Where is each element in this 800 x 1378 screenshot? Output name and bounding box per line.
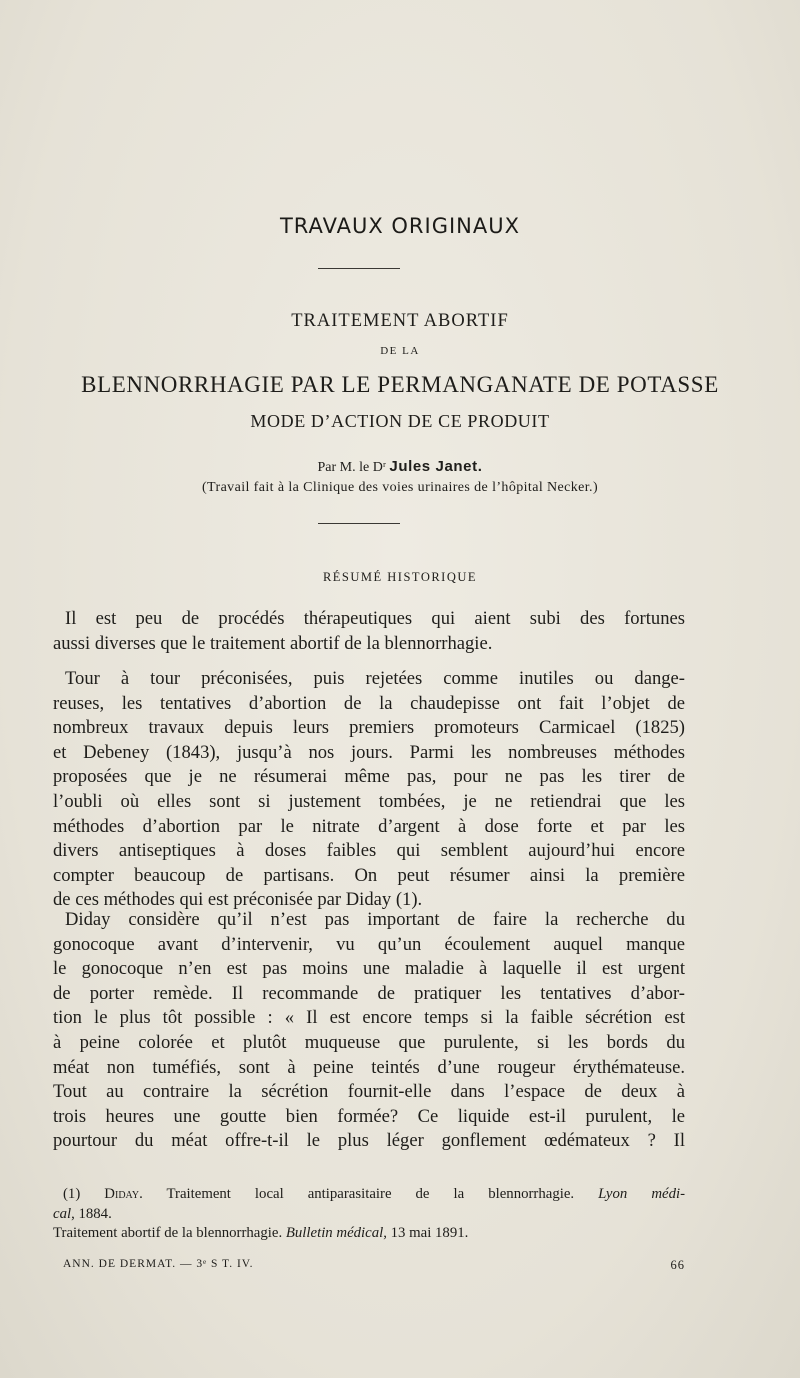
text-line: compter beaucoup de partisans. On peut résumer ainsi la première: [53, 864, 685, 886]
text-line: pourtour du méat offre-t-il le plus léger gonflement œdémateux ? Il: [53, 1130, 685, 1152]
text-line: trois heures une goutte bien formée? Ce liquide est-il purulent, le: [53, 1105, 685, 1127]
footnote-line: [53, 1204, 685, 1224]
footnote-text: , 1884.: [71, 1206, 112, 1222]
text-line: et Debeney (1843), jusqu’à nos jours. Parmi les nombreuses méthodes: [53, 741, 685, 763]
text-line: tion le plus tôt possible : « Il est encore temps si la faible sécrétion est: [53, 1007, 685, 1029]
text-line: divers antiseptiques à doses faibles qui semblent aujourd’hui encore: [53, 840, 685, 862]
divider-rule: [318, 523, 400, 524]
paragraph: [53, 667, 685, 913]
article-title-line-2: DE LA: [380, 345, 420, 357]
paragraph: [53, 607, 685, 656]
article-subtitle: MODE D’ACTION DE CE PRODUIT: [250, 411, 550, 431]
running-footer: ANN. DE DERMAT. — 3ᵉ S T. IV.: [63, 1258, 254, 1270]
text-line: Diday considère qu’il n’est pas important de faire la recherche du: [65, 909, 685, 930]
text-line: gonocoque avant d’intervenir, vu qu’un écoulement auquel manque: [53, 933, 685, 955]
author-affiliation: (Travail fait à la Clinique des voies urinaires de l’hôpital Necker.): [201, 480, 599, 495]
text-line: l’oubli où elles sont si justement tombées, je ne retiendrai que les: [53, 790, 685, 812]
author-name: Jules Janet.: [389, 458, 483, 475]
text-line: Tout au contraire la sécrétion fournit-elle dans l’espace de deux à: [53, 1081, 685, 1103]
page-number: 66: [670, 1258, 685, 1272]
footnote-text: . Traitement local antiparasitaire de la blennorrhagie.: [139, 1186, 575, 1202]
page-footer: [63, 1258, 685, 1273]
footnote-marker: (1): [63, 1186, 81, 1202]
text-line: Tour à tour préconisées, puis rejetées comme inutiles ou dange-: [65, 668, 685, 689]
text-line: aussi diverses que le traitement abortif de la blennorrhagie.: [53, 632, 493, 654]
text-line: méthodes d’abortion par le nitrate d’argent à dose forte et par les: [53, 815, 685, 837]
text-line: reuses, les tentatives d’abortion de la chaudepisse ont fait l’objet de: [53, 692, 685, 714]
divider-rule: [318, 268, 400, 269]
footnote: [53, 1184, 685, 1224]
author-line: [0, 458, 800, 476]
text-line: méat non tuméfiés, sont à peine teintés d’une rougeur érythémateuse.: [53, 1056, 685, 1078]
text-line: proposées que je ne résumerai même pas, pour ne pas les tirer de: [53, 766, 685, 788]
footnote-text: Traitement abortif de la blennorrhagie.: [53, 1225, 283, 1241]
footnote-text: , 13 mai 1891.: [383, 1225, 469, 1241]
section-heading: TRAVAUX ORIGINAUX: [279, 214, 521, 238]
footnote-author: Diday: [104, 1186, 140, 1202]
text-line: de porter remède. Il recommande de pratiquer les tentatives d’abor-: [53, 982, 685, 1004]
footnote-journal: Bulletin médical: [285, 1225, 384, 1241]
text-line: de ces méthodes qui est préconisée par Diday (1).: [53, 889, 423, 911]
subsection-heading: RÉSUMÉ HISTORIQUE: [322, 570, 478, 584]
footnote-journal: Lyon médi-: [598, 1186, 685, 1202]
article-title-line-1: TRAITEMENT ABORTIF: [291, 311, 509, 331]
footnote-journal: cal: [53, 1206, 72, 1222]
author-prefix: Par M. le Dʳ: [317, 460, 386, 475]
footnote-line: [53, 1223, 685, 1243]
text-line: le gonocoque n’en est pas moins une maladie à laquelle il est urgent: [53, 958, 685, 980]
footnote: [53, 1223, 685, 1243]
paragraph: [53, 908, 685, 1154]
article-title-line-3: BLENNORRHAGIE PAR LE PERMANGANATE DE POTASSE: [81, 372, 719, 397]
text-line: à peine colorée et plutôt muqueuse que purulente, si les bords du: [53, 1031, 685, 1053]
text-line: nombreux travaux depuis leurs premiers promoteurs Carmicael (1825): [53, 717, 685, 739]
footnote-line: [63, 1184, 685, 1204]
text-line: Il est peu de procédés thérapeutiques qui aient subi des fortunes: [65, 608, 685, 629]
